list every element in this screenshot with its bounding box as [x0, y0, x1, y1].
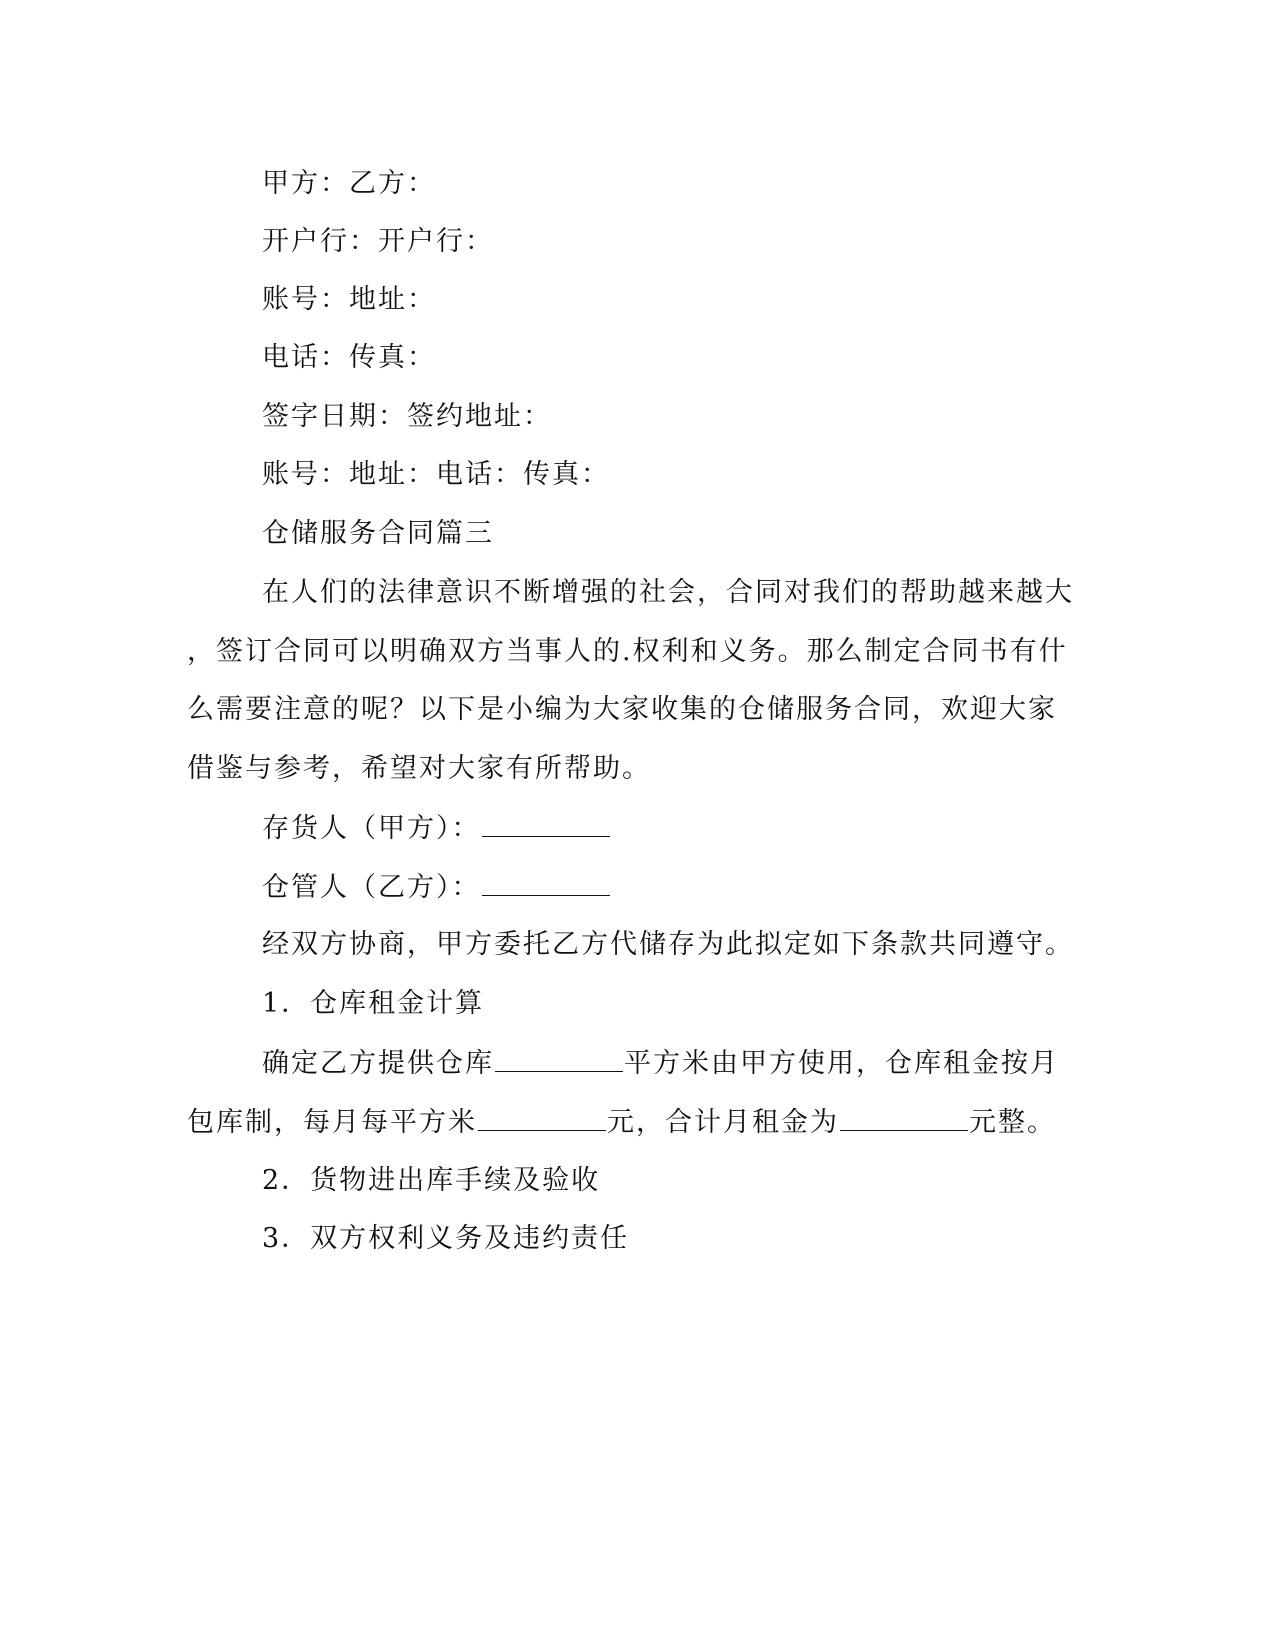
section-title: 仓储服务合同篇三	[262, 518, 494, 549]
phone-line: 电话：传真：	[262, 342, 436, 373]
rent-line-2	[187, 1104, 1056, 1141]
sign-line: 签字日期：签约地址：	[262, 401, 552, 432]
area-blank	[495, 1045, 623, 1072]
item3-title: 3．双方权利义务及违约责任	[262, 1223, 630, 1254]
keeper-blank	[482, 869, 610, 896]
account-line: 账号：地址：	[262, 284, 436, 315]
account-line-2: 账号：地址：电话：传真：	[262, 459, 610, 490]
intro-line: 借鉴与参考，希望对大家有所帮助。	[187, 753, 651, 784]
unit-price-blank	[478, 1104, 606, 1131]
party-line: 甲方：乙方：	[262, 168, 436, 199]
keeper-line	[262, 869, 611, 906]
agreement-line: 经双方协商，甲方委托乙方代储存为此拟定如下条款共同遵守。	[262, 929, 1074, 960]
rent-text: 包库制，每月每平方米	[187, 1107, 477, 1138]
depositor-blank	[482, 810, 610, 837]
rent-line-1	[262, 1045, 1059, 1082]
intro-line: 么需要注意的呢？以下是小编为大家收集的仓储服务合同，欢迎大家	[187, 694, 1057, 725]
intro-line: ，签订合同可以明确双方当事人的.权利和义务。那么制定合同书有什	[187, 636, 1068, 667]
depositor-label: 存货人（甲方）：	[262, 813, 481, 844]
rent-text: 元整。	[969, 1107, 1056, 1138]
intro-line: 在人们的法律意识不断增强的社会，合同对我们的帮助越来越大	[262, 577, 1074, 608]
bank-line: 开户行：开户行：	[262, 226, 494, 257]
rent-text: 平方米由甲方使用，仓库租金按月	[624, 1048, 1059, 1079]
keeper-label: 仓管人（乙方）：	[262, 872, 481, 903]
item2-title: 2．货物进出库手续及验收	[262, 1165, 601, 1196]
depositor-line	[262, 810, 611, 847]
item1-title: 1．仓库租金计算	[262, 988, 485, 1019]
rent-text: 元，合计月租金为	[607, 1107, 839, 1138]
rent-text: 确定乙方提供仓库	[262, 1048, 494, 1079]
monthly-rent-blank	[840, 1104, 968, 1131]
